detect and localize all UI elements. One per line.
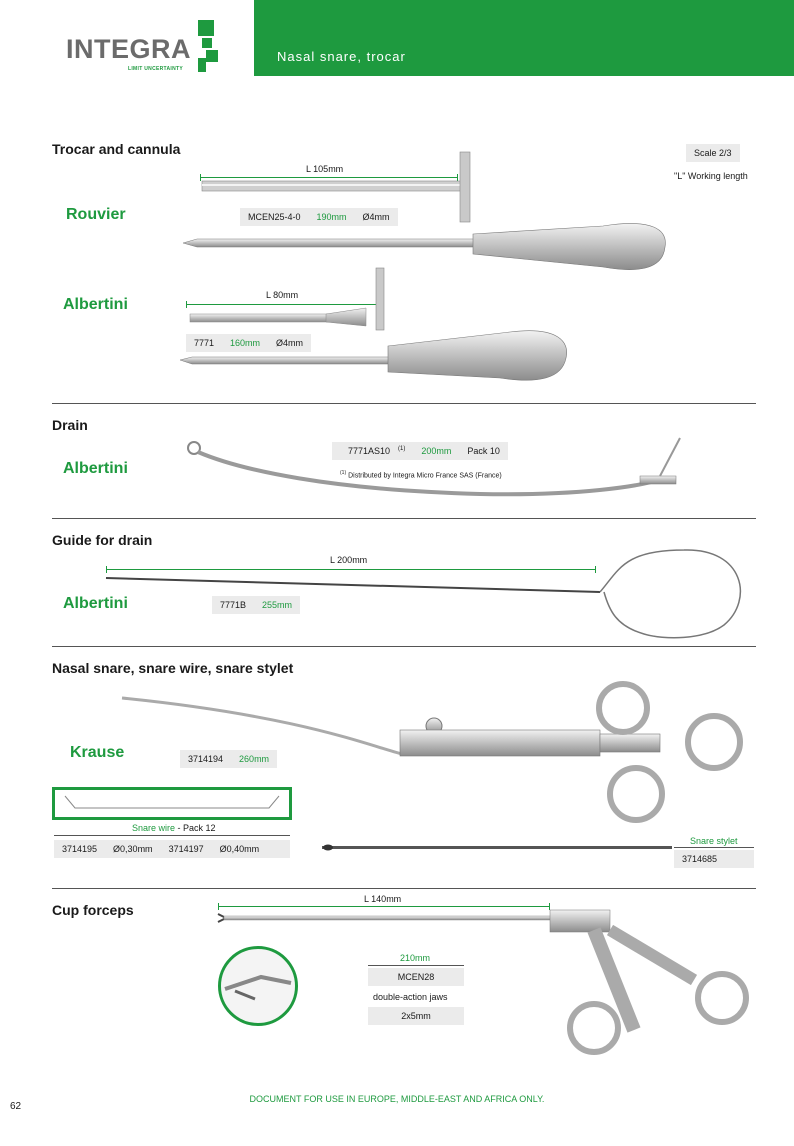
divider-4 <box>52 888 756 889</box>
snare-wire-rule <box>54 835 290 836</box>
code-box-cup-size: 2x5mm <box>368 1007 464 1025</box>
code-box-krause: 3714194 260mm <box>180 750 277 768</box>
scale-badge: Scale 2/3 <box>686 144 740 162</box>
dim-label-rouvier: L 105mm <box>306 164 344 174</box>
section-title-guide: Guide for drain <box>52 532 153 548</box>
logo-text: INTEGRA <box>66 34 191 64</box>
section-title-cup: Cup forceps <box>52 902 134 918</box>
divider-2 <box>52 518 756 519</box>
code-box-cup: MCEN28 <box>368 968 464 986</box>
code-box-drain: 7771AS10 $^{(1)}$ 200mm Pack 10 <box>332 442 508 460</box>
snare-stylet-rule <box>674 847 754 848</box>
brand-albertini-trocar: Albertini <box>63 296 128 313</box>
dim-label-guide: L 200mm <box>330 555 368 565</box>
footer-note: DOCUMENT FOR USE IN EUROPE, MIDDLE-EAST AND AFRICA ONLY. <box>249 1094 545 1104</box>
divider-1 <box>52 403 756 404</box>
dim-label-albertini: L 80mm <box>266 290 299 300</box>
page-number: 62 <box>10 1101 22 1112</box>
brand-albertini-guide: Albertini <box>63 595 128 612</box>
snare-wire-image-box <box>52 787 292 820</box>
code-box-rouvier: MCEN25-4-0 190mm Ø4mm <box>240 208 398 226</box>
brand-rouvier: Rouvier <box>66 206 126 223</box>
dim-label-cup: L 140mm <box>364 894 402 904</box>
snare-stylet-image <box>320 842 675 854</box>
drain-footnote: $^{(1)}$ Distributed by Integra Micro France SAS (France) <box>340 470 502 480</box>
code-box-albertini: 7771 160mm Ø4mm <box>186 334 311 352</box>
snare-wire-image <box>55 790 289 817</box>
cup-jaws-detail-image <box>218 946 298 1026</box>
section-title-drain: Drain <box>52 417 88 433</box>
snare-wire-caption: Snare wire - Pack 12 <box>132 823 216 833</box>
trocar-albertini-image <box>180 322 570 388</box>
logo-tagline: LIMIT UNCERTAINTY <box>128 66 184 72</box>
drain-image <box>180 430 695 510</box>
cup-feature: double-action jaws <box>373 992 448 1002</box>
section-title-snare: Nasal snare, snare wire, snare stylet <box>52 660 294 676</box>
header-bar <box>254 0 794 76</box>
page-title: Nasal snare, trocar <box>277 49 406 64</box>
code-box-snare-wire: 3714195 Ø0,30mm 3714197 Ø0,40mm <box>54 840 290 858</box>
brand-albertini-drain: Albertini <box>63 460 128 477</box>
cup-length: 210mm <box>400 953 431 963</box>
brand-krause: Krause <box>70 744 125 761</box>
guide-image <box>104 540 754 640</box>
length-note: "L" Working length <box>674 171 748 181</box>
section-title-trocar: Trocar and cannula <box>52 141 181 157</box>
code-box-guide: 7771B 255mm <box>212 596 300 614</box>
divider-3 <box>52 646 756 647</box>
snare-stylet-label: Snare stylet <box>690 836 738 846</box>
code-box-snare-stylet: 3714685 <box>674 850 754 868</box>
cup-rule <box>368 965 464 966</box>
